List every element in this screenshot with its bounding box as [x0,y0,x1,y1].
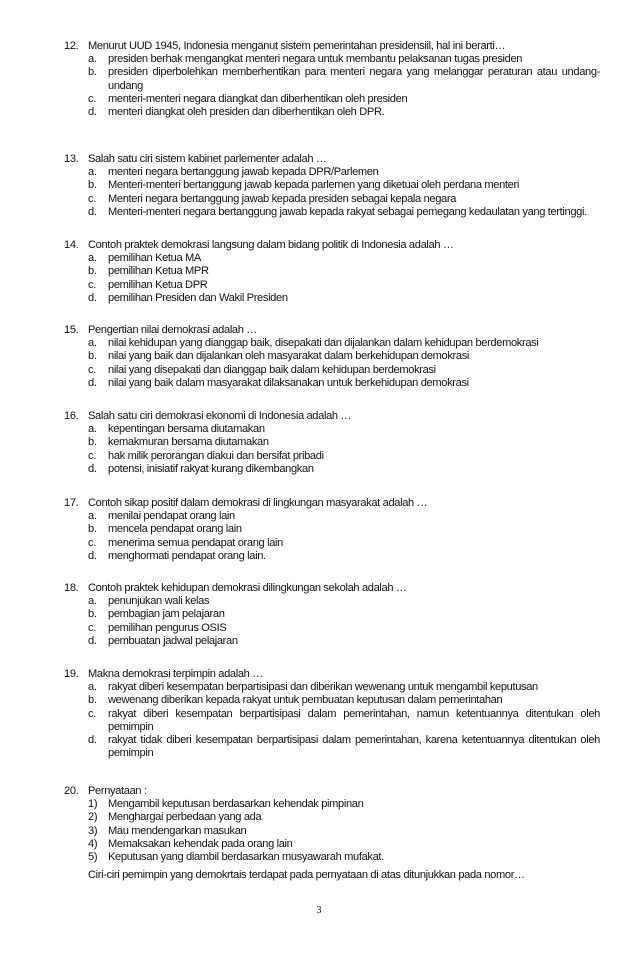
option-a: a. kepentingan bersama diutamakan [88,423,265,436]
option-d: d. pemilihan Presiden dan Wakil Presiden [88,291,288,304]
question-17 [64,497,600,563]
question-16 [64,410,600,476]
question-stem: 16. Salah satu ciri demokrasi ekonomi di Indonesia adalah … [64,410,352,422]
question-13 [64,153,600,219]
option-d: d. Menteri-menteri negara bertanggung jawab kepada rakyat sebagai pemegang kedaulatan yang tertinggi. [88,205,587,218]
question-stem: 18. Contoh praktek kehidupan demokrasi dilingkungan sekolah adalah … [64,582,407,594]
question-19 [64,668,600,760]
option-c: c. pemilihan Ketua DPR [88,278,208,291]
option-d: d. menghormati pendapat orang lain. [88,549,266,562]
question-stem: 13. Salah satu ciri sistem kabinet parlementer adalah … [64,153,327,165]
option-c: c. hak milik perorangan diakui dan bersifat pribadi [88,449,324,462]
statement-4: 4) Memaksakan kehendak pada orang lain [88,837,293,850]
question-12 [64,40,600,119]
question-14 [64,239,600,305]
option-c: c. pemilihan pengurus OSIS [88,621,227,634]
option-b: b. mencela pendapat orang lain [88,523,242,536]
option-d: d. rakyat tidak diberi kesempatan berpartisipasi dalam pemerintahan, karena ketentuannya ditentukan oleh pemimpin [88,734,600,760]
statement-5: 5) Keputusan yang diambil berdasarkan musyawarah mufakat. [88,851,384,864]
question-stem: 14. Contoh praktek demokrasi langsung dalam bidang politik di Indonesia adalah … [64,239,454,251]
question-stem: 20. Pernyataan : [64,785,147,797]
option-c: c. menerima semua pendapat orang lain [88,536,283,549]
option-a: a. penunjukan wali kelas [88,595,210,608]
option-c: c. rakyat diberi kesempatan berpartisipasi dalam pemerintahan, namun ketentuannya ditentukan oleh pemimpin [88,707,600,733]
option-a: a. menilai pendapat orang lain [88,510,235,523]
option-a: a. menteri negara bertanggung jawab kepada DPR/Parlemen [88,166,379,179]
option-d: d. menteri diangkat oleh presiden dan diberhentikan oleh DPR. [88,106,385,119]
option-b: b. presiden diperbolehkan memberhentikan para menteri negara yang melanggar peraturan atau undang-undang [88,66,600,92]
page-number: 3 [316,905,322,916]
statement-3: 3) Mau mendengarkan masukan [88,824,247,837]
option-b: b. Menteri-menteri bertanggung jawab kepada parlemen yang diketuai oleh perdana menteri [88,179,519,192]
question-15 [64,324,600,390]
question-stem: 12. Menurut UUD 1945, Indonesia menganut sistem pemerintahan presidensiil, hal ini berarti… [64,40,506,52]
question-stem: 19. Makna demokrasi terpimpin adalah … [64,668,263,680]
option-c: c. Menteri negara bertanggung jawab kepada presiden sebagai kepala negara [88,192,457,205]
question-stem: 15. Pengertian nilai demokrasi adalah … [64,324,258,336]
option-a: a. pemilihan Ketua MA [88,252,201,265]
option-c: c. nilai yang disepakati dan dianggap baik dalam kehidupan berdemokrasi [88,363,436,376]
option-d: d. pembuatan jadwal pelajaran [88,634,238,647]
option-d: d. potensi, inisiatif rakyat kurang dikembangkan [88,462,314,475]
option-a: a. nilai kehidupan yang dianggap baik, disepakati dan dijalankan dalam kehidupan berdemokrasi [88,337,539,350]
statement-1: 1) Mengambil keputusan berdasarkan kehendak pimpinan [88,798,364,811]
option-a: a. rakyat diberi kesempatan berpartisipasi dan diberikan wewenang untuk mengambil keputusan [88,681,538,694]
question-stem: 17. Contoh sikap positif dalam demokrasi di lingkungan masyarakat adalah … [64,497,428,509]
option-b: b. wewenang diberikan kepada rakyat untuk pembuatan keputusan dalam pemerintahan [88,694,503,707]
question-18 [64,582,600,648]
question-followup: Ciri-ciri pemimpin yang demokrtais terdapat pada pernyataan di atas ditunjukkan pada nomor… [88,869,525,882]
option-b: b. pemilihan Ketua MPR [88,265,209,278]
statement-2: 2) Menghargai perbedaan yang ada [88,811,262,824]
option-b: b. nilai yang baik dan dijalankan oleh masyarakat dalam berkehidupan demokrasi [88,350,470,363]
option-b: b. pembagian jam pelajaran [88,608,225,621]
option-b: b. kemakmuran bersama diutamakan [88,436,269,449]
question-20 [64,785,600,882]
option-d: d. nilai yang baik dalam masyarakat dilaksanakan untuk berkehidupan demokrasi [88,376,469,389]
option-a: a. presiden berhak mengangkat menteri negara untuk membantu pelaksanan tugas presiden [88,53,523,66]
option-c: c. menteri-menteri negara diangkat dan diberhentikan oleh presiden [88,92,408,105]
